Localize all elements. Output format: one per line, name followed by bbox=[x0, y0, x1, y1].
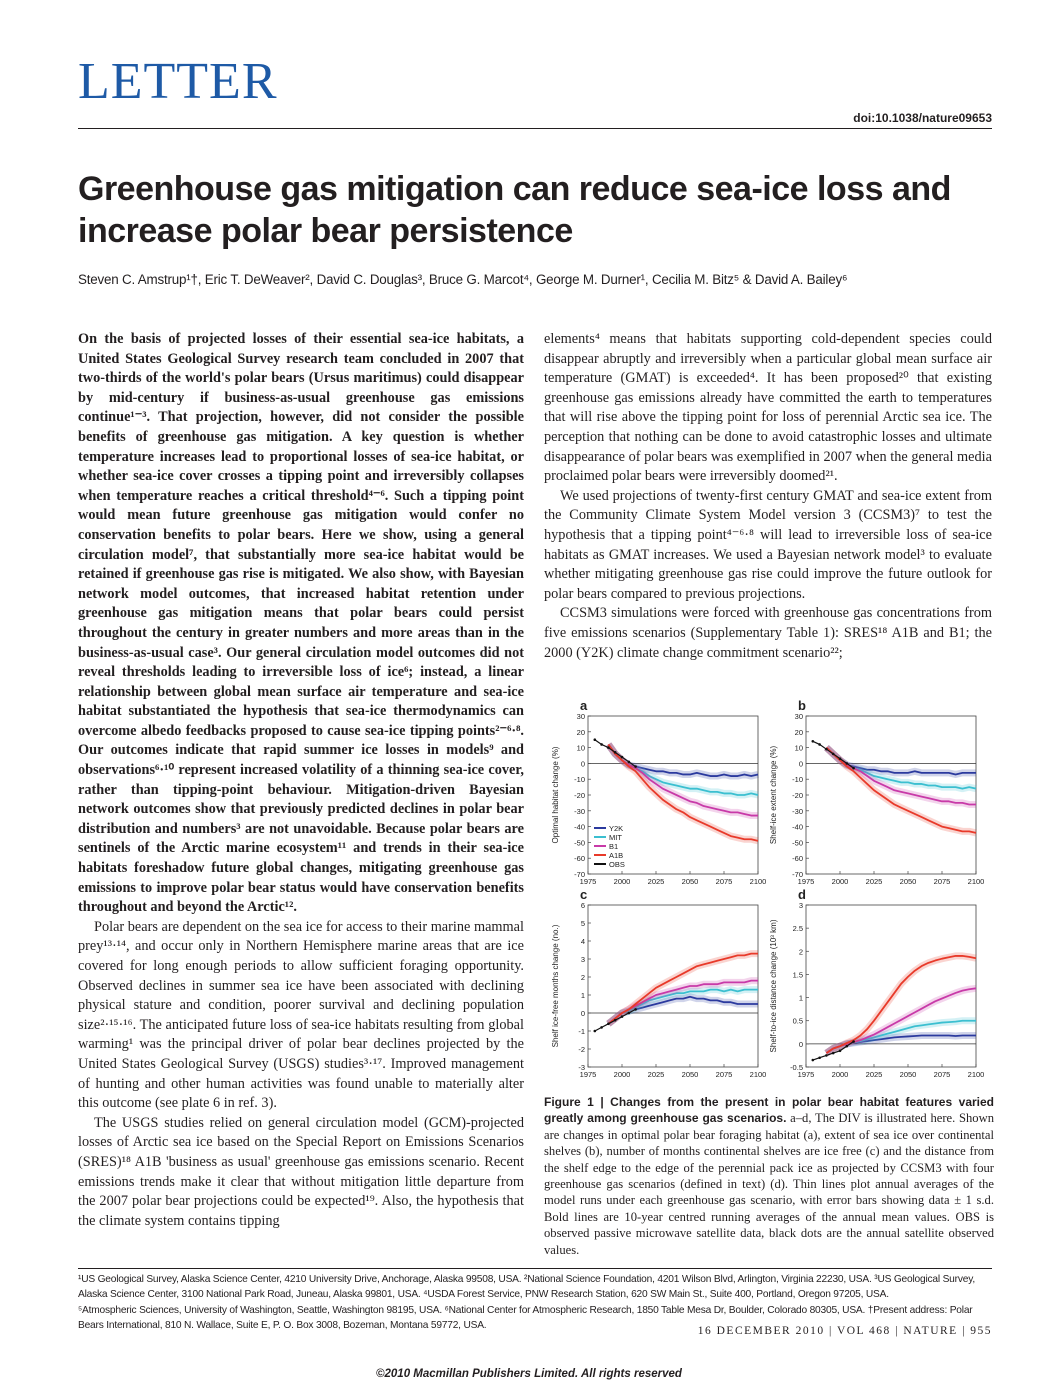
panel-label: d bbox=[798, 887, 806, 902]
doi[interactable]: doi:10.1038/nature09653 bbox=[853, 111, 992, 125]
panel-label: b bbox=[798, 700, 806, 713]
y-axis-label: Optimal habitat change (%) bbox=[551, 746, 560, 844]
article-title: Greenhouse gas mitigation can reduce sea-ice loss and increase polar bear persistence bbox=[78, 170, 951, 250]
x-tick-label: 2025 bbox=[647, 1070, 665, 1079]
left-column bbox=[78, 330, 524, 1231]
header-rule bbox=[78, 128, 992, 129]
body-paragraph: elements⁴ means that habitats supporting cold-dependent species could disappear abruptly and irreversibly when a particular global mean surface air temperature (GMAT) is exceeded⁴. It has been proposed²⁰ that existing greenhouse gas emissions already have committed the earth to temperatures that will rise above the tipping point for loss of perennial Arctic sea ice. The perception that nothing can be done to avoid catastrophic losses and ultimate disappearance of polar bears was exemplified in 2007 when the general media proclaimed polar bears were irreversibly doomed²¹. bbox=[544, 331, 992, 485]
footnote-rule bbox=[78, 1268, 992, 1269]
y-axis-label: Shelf ice-free months change (no.) bbox=[551, 924, 560, 1048]
y-tick-label: -10 bbox=[574, 775, 585, 785]
x-tick-label: 2100 bbox=[967, 877, 985, 886]
y-tick-label: 4 bbox=[580, 937, 585, 946]
y-tick-label: 20 bbox=[794, 727, 803, 737]
y-tick-label: 0 bbox=[798, 759, 803, 769]
x-tick-label: 2050 bbox=[681, 1070, 699, 1079]
y-tick-label: 5 bbox=[580, 919, 585, 928]
plot-frame bbox=[806, 716, 976, 874]
affiliation-line: ¹US Geological Survey, Alaska Science Center, 4210 University Drive, Anchorage, Alaska 99508, USA. ²National Science Foundation, 4201 Wilson Blvd, Arlington, Virginia 22230, USA. ³US Geological Survey, Alaska Science Center, 3100 National Park Road, Juneau, Alaska 99801, USA. ⁴USDA Forest Service, PNW Research Station, 620 SW Main St., Suite 400, Portland, Oregon 97205, USA. bbox=[78, 1274, 975, 1301]
y-tick-label: -70 bbox=[792, 870, 803, 879]
y-axis-label: Shelf-ice extent change (%) bbox=[769, 745, 778, 845]
figure-1 bbox=[544, 700, 994, 1095]
x-tick-label: 2075 bbox=[933, 877, 951, 886]
y-tick-label: 0 bbox=[580, 759, 585, 769]
series-line-b1 bbox=[608, 744, 758, 815]
x-tick-label: 1975 bbox=[797, 877, 815, 886]
caption-body: a–d, The DIV is illustrated here. Shown are changes in optimal polar bear foraging habitat (a), extent of sea ice over continental shelves (b), number of months continental shelves are ice free (c) and the distance from the shelf edge to the edge of the perennial pack ice as projected by CCSM3 with four greenhouse gas scenarios (defined in text) (d). Thin lines plot annual averages of the model runs under each greenhouse gas scenario, with error bars showing data ± 1 s.d. Bold lines are 10-year centred running averages of the annual mean values. OBS is observed passive microwave satellite data, black dots are the annual satellite observed values. bbox=[544, 1111, 994, 1257]
series-line-obs bbox=[595, 1009, 636, 1031]
panel-label: c bbox=[580, 887, 588, 902]
y-tick-label: 1.5 bbox=[792, 970, 803, 980]
plot-frame bbox=[588, 905, 758, 1067]
y-tick-label: -20 bbox=[792, 791, 803, 800]
legend-label: B1 bbox=[609, 842, 619, 851]
y-tick-label: 3 bbox=[798, 901, 803, 910]
x-tick-label: 2075 bbox=[933, 1070, 951, 1079]
y-tick-label: 2 bbox=[798, 947, 803, 957]
y-tick-label: 1 bbox=[580, 991, 585, 1000]
y-tick-label: -50 bbox=[574, 838, 585, 848]
x-tick-label: 2025 bbox=[865, 1070, 883, 1079]
body-paragraph: The USGS studies relied on general circulation model (GCM)-projected losses of Arctic sea ice based on the Special Report on Emissions Scenarios (SRES)¹⁸ A1B 'business as usual' greenhouse gas emissions scenario. Recent emissions trends make it clear that without mitigation little departure from the 2007 polar bear projections could be expected¹⁹. Also, the hypothesis that the climate system contains tipping bbox=[78, 1114, 524, 1229]
figure-caption bbox=[544, 1094, 994, 1258]
y-axis-label: Shelf-to-ice distance change (10³ km) bbox=[769, 919, 778, 1053]
y-tick-label: -3 bbox=[578, 1063, 585, 1072]
y-tick-label: 0 bbox=[798, 1039, 803, 1049]
y-tick-label: -60 bbox=[792, 854, 803, 864]
y-tick-label: 10 bbox=[794, 743, 803, 753]
author-list: Steven C. Amstrup¹†, Eric T. DeWeaver², David C. Douglas³, Bruce G. Marcot⁴, George M. Durner¹, Cecilia M. Bitz⁵ & David A. Bailey⁶ bbox=[78, 272, 848, 287]
section-label: LETTER bbox=[78, 53, 278, 110]
x-tick-label: 2000 bbox=[613, 1070, 631, 1079]
abstract: On the basis of projected losses of their essential sea-ice habitats, a United States Geological Survey research team concluded in 2007 that two-thirds of the world's polar bears (Ursus maritimus) could disappear by mid-century if business-as-usual greenhouse gas emissions continue¹⁻³. That projection, however, did not consider the possible benefits of greenhouse gas mitigation. A key question is whether temperature increases lead to proportional losses of sea-ice habitat, or whether sea-ice cover crosses a tipping point and irreversibly collapses when temperature reaches a critical threshold⁴⁻⁶. Such a tipping point would mean future greenhouse gas mitigation would confer no conservation benefits to polar bears. Here we show, using a general circulation model⁷, that substantially more sea-ice habitat would be retained if greenhouse gas rise is mitigated. We also show, with Bayesian network model outcomes, that increased habitat retention under greenhouse gas mitigation means that polar bears could persist throughout the century in greater numbers and more areas than in the business-as-usual case³. Our general circulation model outcomes did not reveal thresholds leading to irreversible loss of ice⁶; instead, a linear relationship between global mean surface air temperature and sea-ice habitat substantiated the hypothesis that sea-ice thermodynamics can overcome albedo feedbacks proposed to cause sea-ice tipping points²⁻⁶·⁸. Our outcomes indicate that rapid summer ice losses in models⁹ and observations⁶·¹⁰ represent increased volatility of a thinning sea-ice cover, rather than tipping-point behaviour. Mitigation-driven Bayesian network outcomes show that previously predicted declines in polar bear distribution and numbers³ are not unavoidable. Because polar bears are sentinels of the Arctic marine ecosystem¹¹ and trends in their sea-ice habitats foreshadow future global changes, mitigating greenhouse gas emissions to improve polar bear status would have conservation benefits throughout and beyond the Arctic¹². bbox=[78, 331, 524, 916]
y-tick-label: -2 bbox=[578, 1045, 585, 1054]
y-tick-label: 6 bbox=[580, 901, 585, 910]
series-spread bbox=[608, 744, 758, 815]
y-tick-label: -1 bbox=[578, 1027, 585, 1036]
x-tick-label: 2025 bbox=[647, 877, 665, 886]
x-tick-label: 2100 bbox=[967, 1070, 985, 1079]
legend-label: MIT bbox=[609, 833, 622, 842]
right-column bbox=[544, 330, 992, 663]
y-tick-label: -20 bbox=[574, 791, 585, 800]
caption-title: Figure 1 | Changes from the present in polar bear habitat features varied greatly among greenhouse gas scenarios. bbox=[544, 1095, 994, 1126]
legend-label: OBS bbox=[609, 860, 625, 869]
body-paragraph: CCSM3 simulations were forced with greenhouse gas concentrations from five emissions scenarios (Supplementary Table 1): SRES¹⁸ A1B and B1; the 2000 (Y2K) climate change commitment scenario²²; bbox=[544, 605, 992, 661]
page-footer: 16 DECEMBER 2010 | VOL 468 | NATURE | 955 bbox=[697, 1325, 992, 1337]
y-tick-label: 2 bbox=[580, 973, 585, 982]
plot-frame bbox=[806, 905, 976, 1067]
x-tick-label: 2000 bbox=[831, 877, 849, 886]
y-tick-label: -30 bbox=[792, 806, 803, 816]
x-tick-label: 2100 bbox=[749, 877, 767, 886]
y-tick-label: 30 bbox=[794, 712, 803, 721]
y-tick-label: -60 bbox=[574, 854, 585, 864]
x-tick-label: 2000 bbox=[831, 1070, 849, 1079]
x-tick-label: 2050 bbox=[899, 877, 917, 886]
x-tick-label: 2075 bbox=[715, 877, 733, 886]
y-tick-label: 3 bbox=[580, 955, 585, 964]
x-tick-label: 2000 bbox=[613, 877, 631, 886]
y-tick-label: -40 bbox=[792, 822, 803, 832]
y-tick-label: 20 bbox=[576, 727, 585, 737]
y-tick-label: 0 bbox=[580, 1009, 585, 1018]
y-tick-label: -70 bbox=[574, 870, 585, 879]
y-tick-label: 10 bbox=[576, 743, 585, 753]
y-tick-label: 30 bbox=[576, 712, 585, 721]
y-tick-label: 0.5 bbox=[792, 1016, 803, 1026]
copyright-notice: ©2010 Macmillan Publishers Limited. All rights reserved bbox=[376, 1368, 682, 1380]
y-tick-label: -30 bbox=[574, 806, 585, 816]
legend-label: A1B bbox=[609, 851, 624, 860]
x-tick-label: 2050 bbox=[899, 1070, 917, 1079]
x-tick-label: 2025 bbox=[865, 877, 883, 886]
x-tick-label: 2100 bbox=[749, 1070, 767, 1079]
x-tick-label: 2050 bbox=[681, 877, 699, 886]
body-paragraph: Polar bears are dependent on the sea ice for access to their marine mammal prey¹³·¹⁴, and occur only in Northern Hemisphere marine areas that are ice covered for long enough periods to allow sufficient foraging opportunity. Observed declines in summer sea ice have been associated with declining physical stature and condition, poorer survival and declining population size²·¹⁵·¹⁶. The anticipated future loss of sea-ice habitats resulting from global warming¹ was the principal driver of polar bear declines projected by the United States Geological Survey (USGS) studies³·¹⁷. Improved management of hunting and other human activities was found unable to materially alter this outcome (see plate 6 in ref. 3). bbox=[78, 918, 524, 1112]
x-tick-label: 1975 bbox=[579, 1070, 597, 1079]
x-tick-label: 2075 bbox=[715, 1070, 733, 1079]
y-tick-label: -10 bbox=[792, 775, 803, 785]
x-tick-label: 1975 bbox=[797, 1070, 815, 1079]
y-tick-label: -40 bbox=[574, 822, 585, 832]
y-tick-label: 1 bbox=[798, 993, 803, 1003]
body-paragraph: We used projections of twenty-first century GMAT and sea-ice extent from the Community Climate System Model version 3 (CCSM3)⁷ to test the hypothesis that a tipping point⁴⁻⁶·⁸ will lead to irreversible loss of sea-ice habitats as GMAT increases. We used a Bayesian network model³ to evaluate whether mitigating greenhouse gas rise could improve the future outlook for polar bears compared to previous projections. bbox=[544, 487, 992, 602]
y-tick-label: -50 bbox=[792, 838, 803, 848]
legend-label: Y2K bbox=[609, 824, 624, 833]
affiliation-line: ⁵Atmospheric Sciences, University of Washington, Seattle, Washington 98195, USA. ⁶National Center for Atmospheric Research, 1850 Table Mesa Dr, Boulder, Colorado 80305, USA. †Present address: Polar Bears International, 810 N. Wallace, Suite E, P. O. Box 3008, Bozeman, Montana 59772, USA. bbox=[78, 1304, 973, 1332]
panel-label: a bbox=[580, 700, 588, 713]
y-tick-label: -0.5 bbox=[790, 1063, 803, 1072]
y-tick-label: 2.5 bbox=[792, 924, 803, 934]
x-tick-label: 1975 bbox=[579, 877, 597, 886]
